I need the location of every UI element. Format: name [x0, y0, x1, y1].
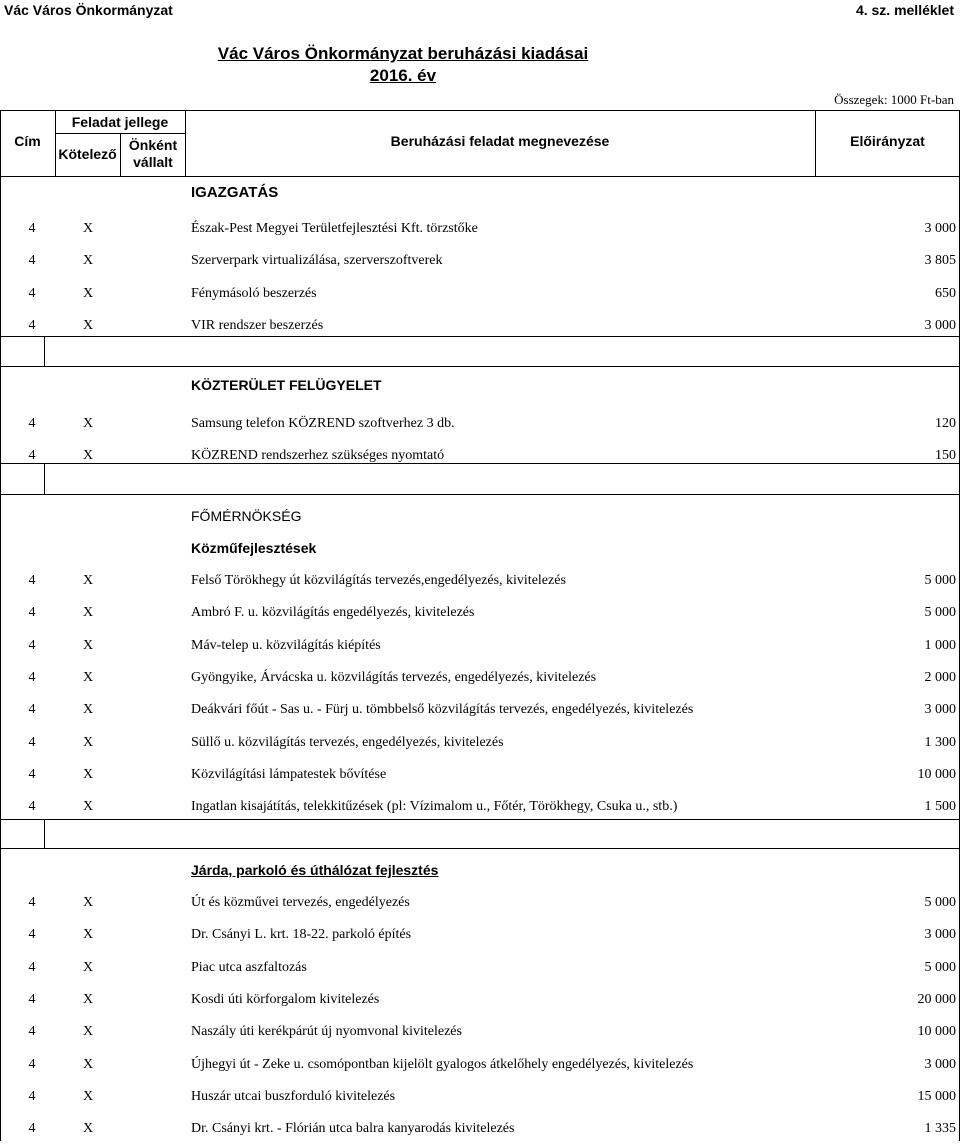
table-row: [0, 310, 960, 342]
row-amount: 3 000: [924, 702, 956, 718]
row-feladat-jellege: X: [82, 1088, 94, 1104]
row-feladat-jellege: X: [82, 959, 94, 975]
row-amount: 650: [935, 285, 956, 301]
row-cim: 4: [28, 1088, 36, 1104]
row-amount: 120: [935, 416, 956, 431]
row-cim: 4: [28, 253, 36, 269]
table-row: [0, 565, 960, 597]
row-name: VIR rendszer beszerzés: [191, 317, 324, 333]
row-cim: 4: [28, 285, 36, 301]
row-name: Szerverpark virtualizálása, szerverszoftverek: [191, 253, 443, 269]
row-amount: 5 000: [924, 605, 956, 621]
row-feladat-jellege: X: [82, 605, 94, 621]
separator-line: [0, 494, 960, 495]
table-row: [0, 1113, 960, 1145]
table-row: [0, 791, 960, 823]
row-cim: 4: [28, 1056, 36, 1072]
row-amount: 15 000: [917, 1088, 956, 1104]
row-amount: 10 000: [917, 766, 956, 782]
row-feladat-jellege: X: [82, 221, 94, 236]
separator-line: [0, 848, 960, 849]
table-row: [0, 952, 960, 984]
column-header-eloiranyzat: Előirányzat: [850, 133, 925, 149]
row-cim: 4: [28, 317, 36, 333]
table-row: [0, 1081, 960, 1113]
row-feladat-jellege: X: [82, 573, 94, 588]
table-row: [0, 408, 960, 440]
row-amount: 1 300: [924, 734, 956, 750]
row-feladat-jellege: X: [82, 991, 94, 1007]
column-header-feladat-jellege: Feladat jellege: [71, 114, 169, 130]
row-name: Út és közművei tervezés, engedélyezés: [191, 895, 410, 910]
row-feladat-jellege: X: [82, 669, 94, 685]
row-amount: 10 000: [917, 1024, 956, 1040]
row-amount: 5 000: [924, 895, 956, 910]
document-title: Vác Város Önkormányzat beruházási kiadásai: [217, 44, 589, 63]
row-cim: 4: [28, 799, 36, 815]
row-name: Deákvári főút - Sas u. - Fürj u. tömbbelső közvilágítás tervezés, engedélyezés, kivitelezés: [191, 702, 694, 718]
column-header-megnevezes: Beruházási feladat megnevezése: [390, 133, 610, 149]
row-name: KÖZREND rendszerhez szükséges nyomtató: [191, 448, 445, 463]
table-row: [0, 1049, 960, 1081]
units-note: Összegek: 1000 Ft-ban: [834, 92, 954, 107]
row-name: Huszár utcai buszforduló kivitelezés: [191, 1088, 396, 1104]
section-heading-igazgatas: IGAZGATÁS: [191, 184, 279, 201]
row-amount: 2 000: [924, 669, 956, 685]
row-amount: 5 000: [924, 959, 956, 975]
row-cim: 4: [28, 448, 36, 463]
row-cim: 4: [28, 991, 36, 1007]
row-cim: 4: [28, 895, 36, 910]
row-cim: 4: [28, 573, 36, 588]
column-header-onkent-vallalt: Önként vállalt: [128, 137, 178, 170]
header-vline-2: [120, 133, 121, 177]
row-amount: 1 335: [924, 1121, 956, 1137]
row-cim: 4: [28, 927, 36, 943]
row-cim: 4: [28, 959, 36, 975]
table-row: [0, 759, 960, 791]
row-name: Közvilágítási lámpatestek bővítése: [191, 766, 387, 782]
table-row: [0, 245, 960, 277]
subsection-heading-jarda: Járda, parkoló és úthálózat fejlesztés: [191, 862, 439, 878]
row-feladat-jellege: X: [82, 416, 94, 431]
row-feladat-jellege: X: [82, 285, 94, 301]
row-name: Felső Törökhegy út közvilágítás tervezés,engedélyezés, kivitelezés: [191, 573, 566, 588]
column-header-cim: Cím: [14, 133, 41, 149]
table-row: [0, 278, 960, 310]
row-feladat-jellege: X: [82, 734, 94, 750]
header-divider: [0, 176, 960, 177]
row-amount: 3 000: [924, 927, 956, 943]
row-name: Újhegyi út - Zeke u. csomópontban kijelölt gyalogos átkelőhely engedélyezés, kivitelezés: [191, 1056, 694, 1072]
table-row: [0, 694, 960, 726]
document-year: 2016. év: [369, 66, 437, 85]
row-amount: 3 000: [924, 317, 956, 333]
annex-label: 4. sz. melléklet: [855, 2, 954, 18]
table-row: [0, 727, 960, 759]
row-name: Fénymásoló beszerzés: [191, 285, 317, 301]
row-feladat-jellege: X: [82, 927, 94, 943]
row-cim: 4: [28, 1024, 36, 1040]
row-name: Kosdi úti körforgalom kivitelezés: [191, 991, 380, 1007]
row-feladat-jellege: X: [82, 1024, 94, 1040]
row-amount: 1 500: [924, 799, 956, 815]
row-feladat-jellege: X: [82, 895, 94, 910]
row-cim: 4: [28, 605, 36, 621]
row-feladat-jellege: X: [82, 637, 94, 653]
table-row: [0, 984, 960, 1016]
separator-line: [0, 366, 960, 367]
row-name: Dr. Csányi krt. - Flórián utca balra kanyarodás kivitelezés: [191, 1121, 515, 1137]
row-amount: 5 000: [924, 573, 956, 588]
row-cim: 4: [28, 637, 36, 653]
row-amount: 1 000: [924, 637, 956, 653]
row-name: Dr. Csányi L. krt. 18-22. parkoló építés: [191, 927, 412, 943]
row-amount: 3 000: [924, 1056, 956, 1072]
column-header-kotelezo: Kötelező: [58, 146, 117, 162]
row-amount: 20 000: [917, 991, 956, 1007]
row-amount: 150: [935, 448, 956, 463]
row-name: Piac utca aszfaltozás: [191, 959, 307, 975]
row-cim: 4: [28, 1121, 36, 1137]
table-row: [0, 597, 960, 629]
row-feladat-jellege: X: [82, 448, 94, 463]
row-cim: 4: [28, 221, 36, 236]
row-cim: 4: [28, 734, 36, 750]
row-feladat-jellege: X: [82, 317, 94, 333]
section-heading-kozterulet: KÖZTERÜLET FELÜGYELET: [191, 377, 382, 393]
row-cim: 4: [28, 702, 36, 718]
row-feladat-jellege: X: [82, 766, 94, 782]
row-amount: 3 000: [924, 221, 956, 236]
row-feladat-jellege: X: [82, 702, 94, 718]
row-name: Naszály úti kerékpárút új nyomvonal kivitelezés: [191, 1024, 462, 1040]
row-name: Ingatlan kisajátítás, telekkitűzések (pl: Vízimalom u., Főtér, Törökhegy, Csuka u., stb.): [191, 799, 678, 815]
row-cim: 4: [28, 416, 36, 431]
row-feladat-jellege: X: [82, 1056, 94, 1072]
section-heading-fomernokseg: FŐMÉRNÖKSÉG: [191, 508, 302, 524]
table-row: [0, 1016, 960, 1048]
table-row: [0, 662, 960, 694]
organization-name: Vác Város Önkormányzat: [4, 2, 173, 18]
row-name: Süllő u. közvilágítás tervezés, engedélyezés, kivitelezés: [191, 734, 504, 750]
table-row: [0, 440, 960, 472]
row-amount: 3 805: [924, 253, 956, 269]
row-name: Gyöngyike, Árvácska u. közvilágítás tervezés, engedélyezés, kivitelezés: [191, 669, 597, 685]
subsection-heading-kozmu: Közműfejlesztések: [191, 540, 317, 556]
row-cim: 4: [28, 669, 36, 685]
row-name: Ambró F. u. közvilágítás engedélyezés, kivitelezés: [191, 605, 475, 621]
row-feladat-jellege: X: [82, 253, 94, 269]
row-cim: 4: [28, 766, 36, 782]
table-row: [0, 887, 960, 919]
table-row: [0, 630, 960, 662]
row-feladat-jellege: X: [82, 799, 94, 815]
row-name: Észak-Pest Megyei Területfejlesztési Kft. törzstőke: [191, 221, 478, 236]
row-name: Samsung telefon KÖZREND szoftverhez 3 db.: [191, 416, 455, 431]
row-feladat-jellege: X: [82, 1121, 94, 1137]
row-name: Máv-telep u. közvilágítás kiépítés: [191, 637, 381, 653]
table-row: [0, 213, 960, 245]
separator-vline: [44, 819, 45, 848]
table-row: [0, 919, 960, 951]
